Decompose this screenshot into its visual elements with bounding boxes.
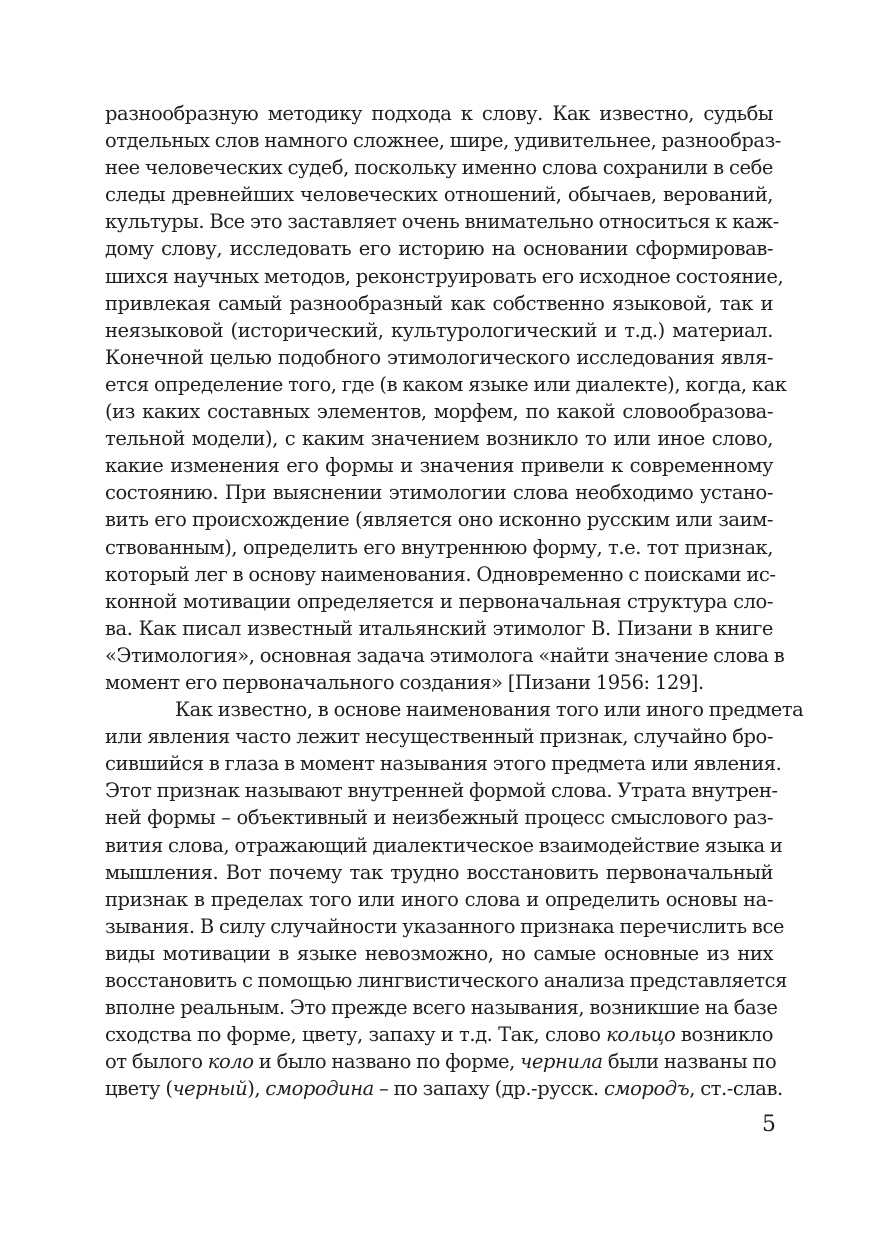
text-line: нее человеческих судеб, поскольку именно слова сохранили в себе xyxy=(105,156,773,180)
italic-word: смородина xyxy=(265,1077,374,1101)
text-run: сходства по форме, цвету, запаху и т.д. Так, слово xyxy=(105,1023,607,1047)
text-run: цвету ( xyxy=(105,1077,173,1101)
text-line: зывания. В силу случайности указанного признака перечислить все xyxy=(105,914,785,938)
page-number: 5 xyxy=(762,1112,776,1137)
italic-word: кольцо xyxy=(606,1023,676,1047)
text-line: дому слову, исследовать его историю на основании сформировав- xyxy=(105,237,773,261)
text-line: ется определение того, где (в каком языке или диалекте), когда, как xyxy=(105,372,787,396)
text-line: восстановить с помощью лингвистического анализа представляется xyxy=(105,969,787,992)
text-line: Этот признак называют внутренней формой слова. Утрата внутрен- xyxy=(105,779,778,803)
text-line: сившийся в глаза в момент называния этого предмета или явления. xyxy=(105,752,782,776)
text-line: неязыковой (исторический, культурологический и т.д.) материал. xyxy=(105,318,773,342)
italic-word: черный xyxy=(172,1077,248,1101)
text-run: – по запаху (др.-русск. xyxy=(373,1077,604,1101)
text-line: или явления часто лежит несущественный признак, случайно бро- xyxy=(105,725,773,749)
text-line: момент его первоначального создания» [Пизани 1956: 129]. xyxy=(105,670,704,694)
text-line: вить его происхождение (является оно исконно русским или заим- xyxy=(105,508,773,532)
text-line: состоянию. При выяснении этимологии слова необходимо устано- xyxy=(105,481,773,505)
text-line: (из каких составных элементов, морфем, по какой словообразова- xyxy=(105,400,773,424)
text-line: отдельных слов намного сложнее, шире, удивительнее, разнообраз- xyxy=(105,129,781,153)
text-run: , ст.-слав. xyxy=(689,1077,783,1101)
text-run: и было названо по форме, xyxy=(253,1050,521,1074)
text-line: разнообразную методику подхода к слову. Как известно, судьбы xyxy=(105,102,773,125)
text-line: шихся научных методов, реконструировать его исходное состояние, xyxy=(105,264,784,288)
body-text xyxy=(105,100,804,1102)
text-line: мышления. Вот почему так трудно восстановить первоначальный xyxy=(105,860,773,884)
text-line: культуры. Все это заставляет очень внимательно относиться к каж- xyxy=(105,210,779,234)
text-line: вития слова, отражающий диалектическое взаимодействие языка и xyxy=(105,833,783,857)
paragraph-2 xyxy=(105,696,804,1102)
text-line: Конечной целью подобного этимологического исследования явля- xyxy=(105,345,773,369)
text-line: вполне реальным. Это прежде всего называния, возникшие на базе xyxy=(105,996,778,1020)
text-line: ней формы – объективный и неизбежный процесс смыслового раз- xyxy=(105,806,773,830)
text-line: виды мотивации в языке невозможно, но самые основные из них xyxy=(105,941,773,965)
italic-word: коло xyxy=(207,1050,254,1074)
text-run: были названы по xyxy=(602,1050,777,1074)
text-line: привлекая самый разнообразный как собственно языковой, так и xyxy=(105,291,773,315)
text-line: который лег в основу наименования. Одновременно с поисками ис- xyxy=(105,562,776,586)
text-run: от былого xyxy=(105,1050,208,1074)
text-line: ствованным), определить его внутреннюю форму, т.е. тот признак, xyxy=(105,535,773,559)
italic-word: чернила xyxy=(520,1050,603,1074)
text-run: ), xyxy=(247,1077,266,1101)
text-line xyxy=(105,1048,777,1075)
text-line xyxy=(105,1075,783,1102)
italic-word: смородъ xyxy=(603,1077,690,1101)
text-line: ва. Как писал известный итальянский этимолог В. Пизани в книге xyxy=(105,616,773,640)
text-line xyxy=(105,1021,773,1048)
text-line: конной мотивации определяется и первоначальная структура сло- xyxy=(105,589,773,613)
paragraph-1 xyxy=(105,100,787,696)
text-line: «Этимология», основная задача этимолога «найти значение слова в xyxy=(105,643,785,667)
text-line: Как известно, в основе наименования того или иного предмета xyxy=(175,698,804,722)
text-line: признак в пределах того или иного слова и определить основы на- xyxy=(105,887,773,911)
text-line: следы древнейших человеческих отношений, обычаев, верований, xyxy=(105,183,773,207)
text-line: какие изменения его формы и значения привели к современному xyxy=(105,454,773,478)
text-line: тельной модели), с каким значением возникло то или иное слово, xyxy=(105,427,773,451)
text-run: возникло xyxy=(675,1023,773,1047)
